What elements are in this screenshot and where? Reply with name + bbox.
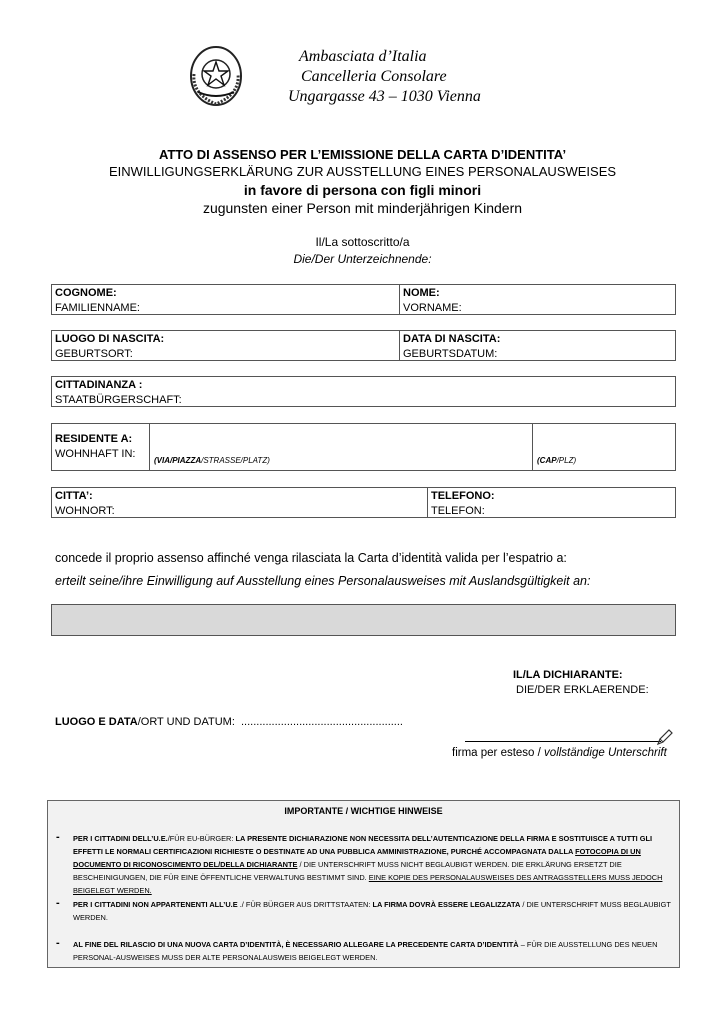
first-name-field[interactable] [399, 285, 675, 314]
birthplace-label-de: GEBURTSORT: [55, 348, 133, 360]
phone-label-de: TELEFON: [431, 505, 485, 517]
birthdate-label: DATA DI NASCITA: [403, 333, 501, 345]
birthdate-field[interactable] [399, 331, 675, 360]
undersigned-italian: Il/La sottoscritto/a [315, 235, 410, 249]
title-italian: ATTO DI ASSENSO PER L’EMISSIONE DELLA CARTA D’IDENTITA’ [158, 147, 567, 162]
subtitle-italian: in favore di persona con figli minori [243, 182, 482, 198]
important-notes-box [47, 800, 680, 968]
residence-label-de: WOHNHAFT IN: [55, 448, 136, 460]
citizenship-label: CITTADINANZA : [55, 379, 143, 391]
birthdate-label-de: GEBURTSDATUM: [403, 348, 498, 360]
italian-republic-emblem-icon [188, 44, 244, 108]
subtitle-german: zugunsten einer Person mit minderjährigen Kindern [202, 200, 523, 216]
postcode-hint: (CAP/PLZ) [537, 456, 577, 465]
chancery-name: Cancelleria Consolare [301, 68, 447, 85]
citizenship-field[interactable] [52, 377, 675, 406]
place-date-dots: ..................................................... [241, 716, 403, 728]
bullet-2: - [56, 897, 60, 909]
citizenship-row [51, 376, 676, 407]
note-previous-card: AL FINE DEL RILASCIO DI UNA NUOVA CARTA D’IDENTITÀ, È NECESSARIO ALLEGARE LA PRECEDENTE CARTA D’IDENTITÀ – FÜR DIE AUSSTELLUNG DES NEUEN PERSONAL-AUSWEISES MUSS DER ALTE PERSONALAUSWEIS BEIGELEGT WERDEN. [73, 940, 658, 962]
first-name-label: NOME: [403, 287, 440, 299]
street-hint: (VIA/PIAZZA/STRASSE/PLATZ) [154, 456, 270, 465]
notes-title: IMPORTANTE / WICHTIGE HINWEISE [284, 806, 443, 816]
consent-statement-italian: concede il proprio assenso affinché venga rilasciata la Carta d’identità valida per l’espatrio a: [55, 551, 567, 565]
first-name-label-de: VORNAME: [403, 302, 462, 314]
declarant-label: IL/LA DICHIARANTE: [513, 669, 623, 681]
residence-row [51, 423, 676, 471]
signature-caption: firma per esteso / vollständige Unterschrift [452, 747, 667, 759]
place-date-field[interactable] [55, 716, 403, 728]
title-german: EINWILLIGUNGSERKLÄRUNG ZUR AUSSTELLUNG EINES PERSONALAUSWEISES [108, 164, 617, 179]
consent-statement-german: erteilt seine/ihre Einwilligung auf Ausstellung eines Personalausweises mit Auslandsgültigkeit an: [55, 574, 591, 588]
surname-field[interactable] [52, 285, 399, 314]
note-eu-citizens: PER I CITTADINI DELL’U.E./FÜR EU-BÜRGER: LA PRESENTE DICHIARAZIONE NON NECESSITA DELL’AUTENTICAZIONE DELLA FIRMA E SOSTITUISCE A TUTTI GLI EFFETTI LE NORMALI CERTIFICAZIONI RICHIESTE O DESTINATE AD UNA PUBBLICA AMMINISTRAZIONE, PURCHÉ ACCOMPAGNATA DALLA FOTOCOPIA DI UN DOCUMENTO DI RICONOSCIMENTO DEL/DELLA DICHIARANTE / DIE UNTERSCHRIFT MUSS NICHT BEGLAUBIGT WERDEN. DIE ERKLÄRUNG ERSETZT DIE BESCHEINIGUNGEN, DIE FÜR EINE ÖFFENTLICHE VERWALTUNG BESTIMMT SIND. EINE KOPIE DES PERSONALAUSWEISES DES ANTRAGSSTELLERS MUSS JEDOCH BEIGELEGT WERDEN. [73, 834, 663, 895]
postcode-field[interactable] [532, 424, 675, 470]
phone-label: TELEFONO: [431, 490, 495, 502]
pen-icon [656, 728, 674, 746]
undersigned-german: Die/Der Unterzeichnende: [293, 252, 432, 266]
surname-label: COGNOME: [55, 287, 117, 299]
child-name-field[interactable] [51, 604, 676, 636]
birthplace-label: LUOGO DI NASCITA: [55, 333, 165, 345]
declarant-label-de: DIE/DER ERKLAERENDE: [516, 684, 649, 696]
city-label-de: WOHNORT: [55, 505, 115, 517]
city-field[interactable] [52, 488, 427, 517]
birth-row [51, 330, 676, 361]
birthplace-field[interactable] [52, 331, 399, 360]
place-date-label: LUOGO E DATA [55, 716, 138, 728]
city-phone-row [51, 487, 676, 518]
embassy-name: Ambasciata d’Italia [299, 48, 427, 65]
bullet-3: - [56, 937, 60, 949]
residence-label: RESIDENTE A: [55, 433, 133, 445]
place-date-label-de: /ORT UND DATUM: [137, 716, 235, 728]
phone-field[interactable] [427, 488, 675, 517]
city-label: CITTA’: [55, 490, 93, 502]
embassy-address: Ungargasse 43 – 1030 Vienna [288, 88, 481, 105]
bullet-1: - [56, 831, 60, 843]
surname-label-de: FAMILIENNAME: [55, 302, 140, 314]
citizenship-label-de: STAATBÜRGERSCHAFT: [55, 394, 182, 406]
street-field[interactable] [149, 424, 532, 470]
surname-name-row [51, 284, 676, 315]
signature-line[interactable] [465, 741, 661, 742]
residence-label-cell [52, 424, 149, 470]
note-non-eu-citizens: PER I CITTADINI NON APPARTENENTI ALL’U.E ./ FÜR BÜRGER AUS DRITTSTAATEN: LA FIRMA DOVRÀ ESSERE LEGALIZZATA / DIE UNTERSCHRIFT MUSS BEGLAUBIGT WERDEN. [73, 900, 671, 922]
